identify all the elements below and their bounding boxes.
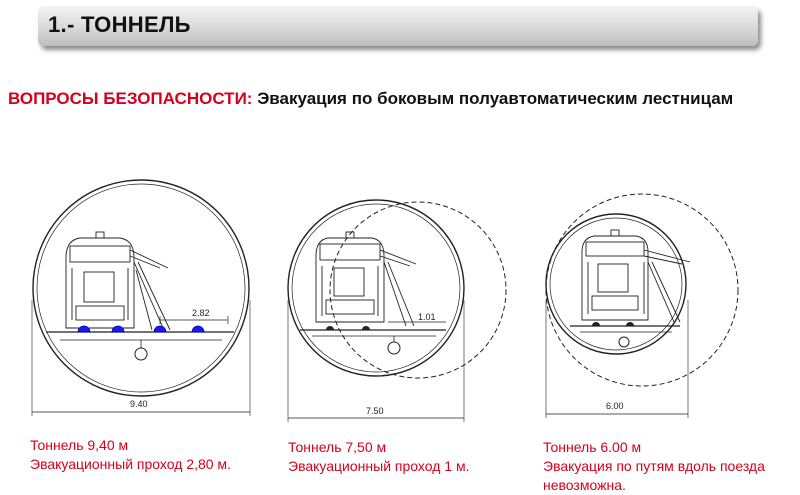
tunnel-diagram-3: [546, 194, 738, 418]
walkway-label-1: 2.82: [192, 308, 210, 318]
caption-3-line-1: Тоннель 6.00 м: [543, 439, 642, 455]
clearance-circle-2: [330, 202, 506, 378]
tunnel-lining-2: [292, 204, 460, 372]
tunnel-outline-2: [288, 200, 464, 376]
caption-3-line-2: Эвакуация по путям вдоль поезда: [543, 458, 765, 474]
caption-3-line-3: невозможна.: [543, 477, 626, 493]
train-1: [66, 232, 170, 330]
caption-tunnel-3: [543, 438, 765, 495]
caption-1-line-1: Тоннель 9,40 м: [30, 437, 129, 453]
caption-tunnel-1: [30, 436, 231, 474]
tunnel-diagram-2: [288, 200, 506, 422]
width-label-1: 9.40: [130, 399, 148, 409]
caption-1-line-2: Эвакуационный проход 2,80 м.: [30, 456, 231, 472]
subtitle-text: Эвакуация по боковым полуавтоматическим лестницам: [257, 89, 734, 108]
subtitle-prefix: ВОПРОСЫ БЕЗОПАСНОСТИ:: [8, 89, 253, 108]
caption-tunnel-2: [288, 438, 469, 476]
walkway-label-2: 1.01: [418, 312, 436, 322]
tunnel-diagram-1: [32, 180, 250, 416]
page-title: 1.- ТОННЕЛЬ: [48, 12, 191, 37]
train-2: [316, 232, 416, 326]
width-label-3: 6.00: [606, 401, 624, 411]
width-label-2: 7.50: [366, 406, 384, 416]
caption-2-line-2: Эвакуационный проход 1 м.: [288, 458, 470, 474]
tunnel-outline-3: [546, 214, 686, 354]
walkway-markers-1: [78, 326, 204, 332]
caption-2-line-1: Тоннель 7,50 м: [288, 439, 387, 455]
clearance-circle-3: [546, 194, 738, 386]
